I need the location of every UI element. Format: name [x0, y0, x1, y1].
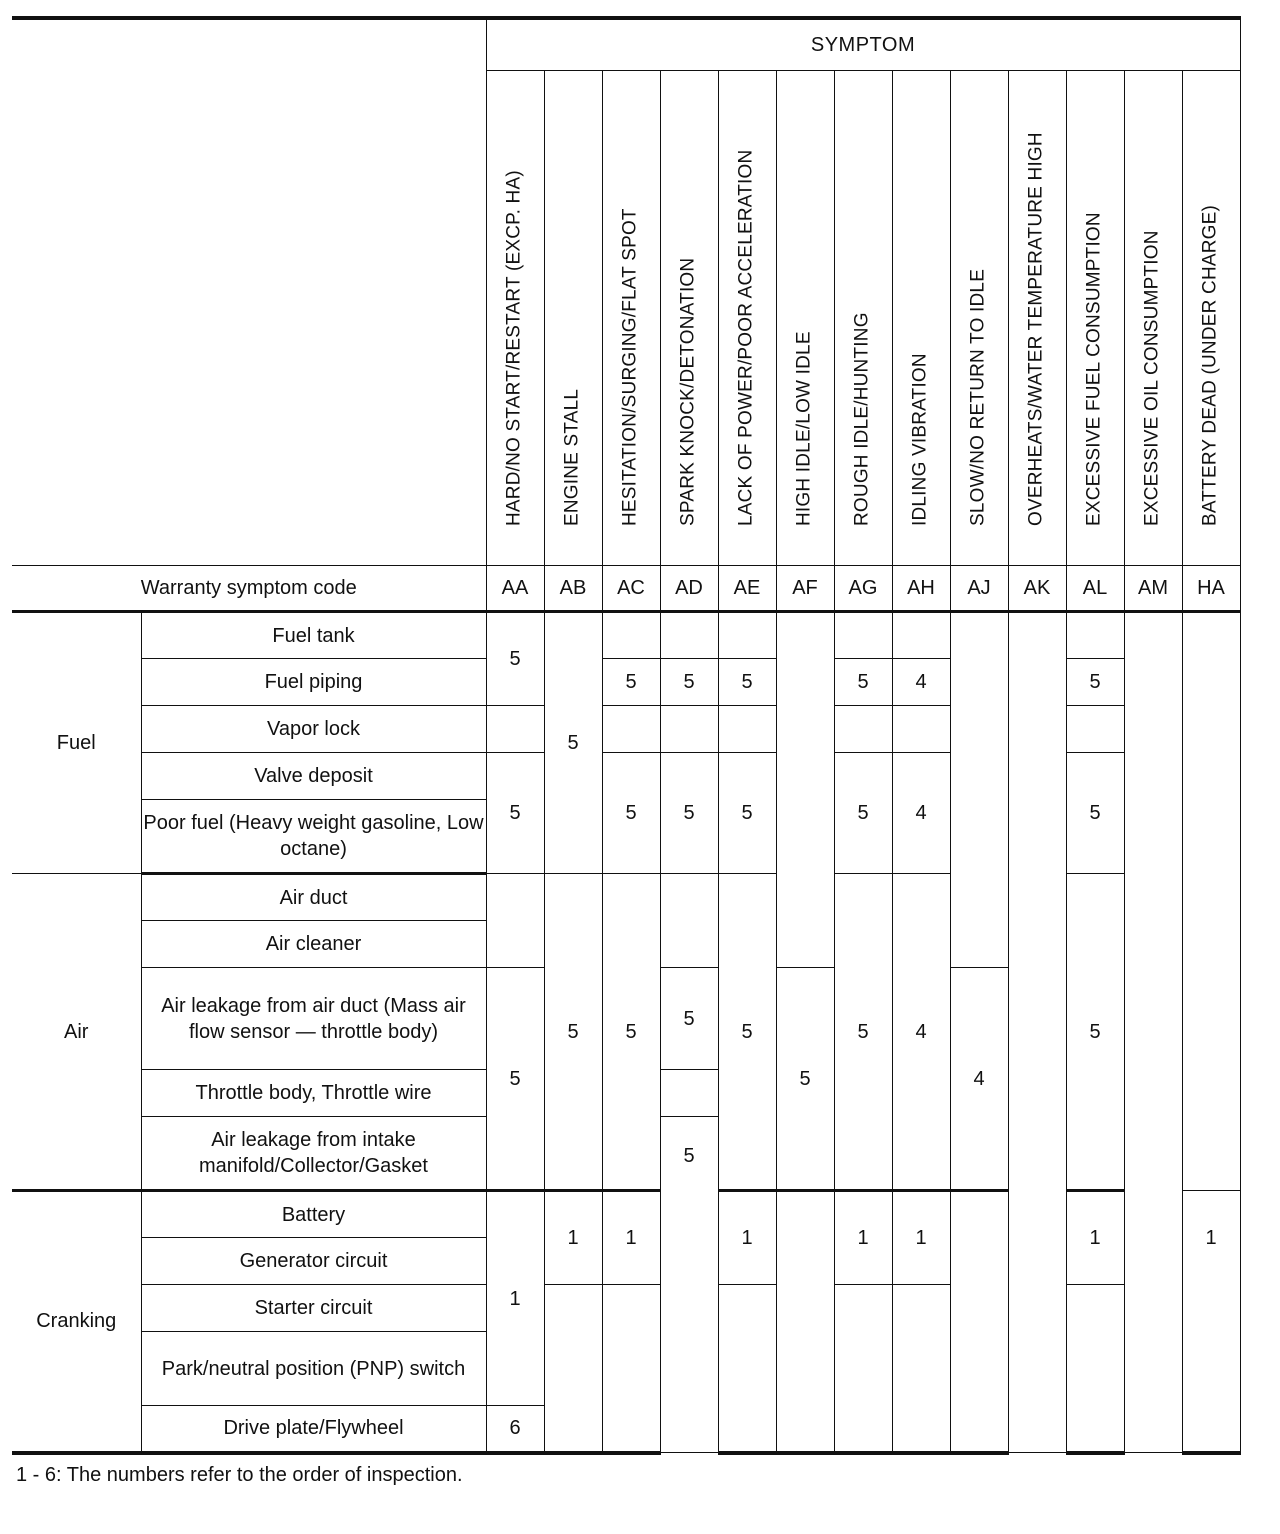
symptom-label: HIGH IDLE/LOW IDLE [793, 331, 815, 527]
cell-value: 5 [1066, 753, 1124, 874]
item-generator: Generator circuit [141, 1238, 486, 1285]
cell-value: 5 [486, 753, 544, 874]
cell-empty [660, 874, 718, 968]
item-fuel-piping: Fuel piping [141, 659, 486, 706]
cell-value: 5 [602, 874, 660, 1191]
symptom-col-am [1124, 71, 1182, 566]
cell-empty [892, 1285, 950, 1453]
cell-value: 5 [544, 874, 602, 1191]
item-valve-deposit: Valve deposit [141, 753, 486, 800]
cell-value: 1 [834, 1191, 892, 1285]
symptom-label: SLOW/NO RETURN TO IDLE [967, 269, 989, 527]
symptom-col-ad [660, 71, 718, 566]
cell-value: 5 [1066, 659, 1124, 706]
cell-empty [892, 706, 950, 753]
symptom-label: HESITATION/SURGING/FLAT SPOT [619, 208, 641, 527]
cell-empty [834, 706, 892, 753]
cell-empty [1008, 612, 1066, 1453]
cell-empty [486, 874, 544, 968]
item-air-cleaner: Air cleaner [141, 921, 486, 968]
footnote: 1 - 6: The numbers refer to the order of inspection. [16, 1464, 463, 1486]
cell-value: 4 [892, 874, 950, 1191]
symptom-label: OVERHEATS/WATER TEMPERATURE HIGH [1025, 132, 1047, 527]
symptom-label: IDLING VIBRATION [909, 353, 931, 527]
cell-value: 5 [776, 968, 834, 1191]
item-battery: Battery [141, 1191, 486, 1238]
item-pnp-switch: Park/neutral position (PNP) switch [141, 1332, 486, 1406]
cell-empty [834, 612, 892, 659]
cell-empty [950, 612, 1008, 968]
cell-value: 5 [834, 659, 892, 706]
symptom-matrix-table [12, 16, 1241, 1455]
symptom-label: SPARK KNOCK/DETONATION [677, 257, 699, 527]
cell-value: 4 [892, 659, 950, 706]
cell-value: 5 [660, 968, 718, 1070]
cell-value: 1 [486, 1191, 544, 1406]
code-am: AM [1124, 566, 1182, 612]
cell-value: 5 [718, 874, 776, 1191]
cell-empty [718, 706, 776, 753]
symptom-col-aj [950, 71, 1008, 566]
symptom-col-ak [1008, 71, 1066, 566]
cell-empty [660, 1070, 718, 1117]
cell-value: 5 [718, 659, 776, 706]
code-ak: AK [1008, 566, 1066, 612]
cell-value: 5 [660, 659, 718, 706]
code-ac: AC [602, 566, 660, 612]
code-aa: AA [486, 566, 544, 612]
cell-empty [834, 1285, 892, 1453]
code-af: AF [776, 566, 834, 612]
cell-empty [602, 706, 660, 753]
symptom-col-ab [544, 71, 602, 566]
cell-empty [486, 706, 544, 753]
header-blank-corner [12, 18, 486, 566]
category-cranking: Cranking [12, 1191, 141, 1453]
cell-value: 5 [660, 753, 718, 874]
code-ab: AB [544, 566, 602, 612]
cell-value: 1 [892, 1191, 950, 1285]
item-air-leak-duct: Air leakage from air duct (Mass air flow sensor — throttle body) [141, 968, 486, 1070]
warranty-code-label: Warranty symptom code [12, 566, 486, 612]
item-throttle: Throttle body, Throttle wire [141, 1070, 486, 1117]
symptom-col-al [1066, 71, 1124, 566]
symptom-label: EXCESSIVE OIL CONSUMPTION [1141, 230, 1163, 527]
cell-empty [1066, 612, 1124, 659]
symptom-col-ah [892, 71, 950, 566]
cell-empty [718, 612, 776, 659]
cell-value: 1 [1066, 1191, 1124, 1285]
symptom-col-ha [1182, 71, 1240, 566]
cell-empty [892, 612, 950, 659]
cell-value: 1 [602, 1191, 660, 1285]
cell-empty [1066, 706, 1124, 753]
item-poor-fuel: Poor fuel (Heavy weight gasoline, Low octane) [141, 800, 486, 874]
item-vapor-lock: Vapor lock [141, 706, 486, 753]
cell-value: 5 [718, 753, 776, 874]
cell-empty [1182, 612, 1240, 1191]
cell-empty [776, 612, 834, 968]
symptom-col-ae [718, 71, 776, 566]
cell-empty [776, 1191, 834, 1453]
symptom-label: ROUGH IDLE/HUNTING [851, 312, 873, 527]
cell-value: 6 [486, 1406, 544, 1453]
code-ad: AD [660, 566, 718, 612]
cell-empty [602, 1285, 660, 1453]
symptom-header: SYMPTOM [486, 18, 1240, 71]
cell-empty [718, 1285, 776, 1453]
code-aj: AJ [950, 566, 1008, 612]
symptom-label: LACK OF POWER/POOR ACCELERATION [735, 149, 757, 527]
cell-value: 1 [544, 1191, 602, 1285]
code-ha: HA [1182, 566, 1240, 612]
cell-value: 5 [602, 753, 660, 874]
cell-value: 1 [1182, 1191, 1240, 1453]
symptom-label: EXCESSIVE FUEL CONSUMPTION [1083, 212, 1105, 527]
code-ag: AG [834, 566, 892, 612]
cell-empty [602, 612, 660, 659]
cell-value: 5 [1066, 874, 1124, 1191]
code-ah: AH [892, 566, 950, 612]
cell-value: 5 [544, 612, 602, 874]
symptom-label: HARD/NO START/RESTART (EXCP. HA) [503, 170, 525, 527]
cell-value: 5 [834, 753, 892, 874]
cell-empty [1124, 612, 1182, 1453]
item-air-leak-manifold: Air leakage from intake manifold/Collector/Gasket [141, 1117, 486, 1191]
cell-empty [950, 1191, 1008, 1453]
cell-empty [1066, 1285, 1124, 1453]
category-fuel: Fuel [12, 612, 141, 874]
item-starter: Starter circuit [141, 1285, 486, 1332]
code-ae: AE [718, 566, 776, 612]
symptom-col-aa [486, 71, 544, 566]
symptom-col-ac [602, 71, 660, 566]
cell-value: 5 [660, 1117, 718, 1453]
cell-value: 5 [834, 874, 892, 1191]
symptom-label: BATTERY DEAD (UNDER CHARGE) [1199, 205, 1221, 527]
symptom-col-af [776, 71, 834, 566]
cell-value: 5 [486, 612, 544, 706]
item-air-duct: Air duct [141, 874, 486, 921]
symptom-label: ENGINE STALL [561, 389, 583, 527]
code-al: AL [1066, 566, 1124, 612]
cell-empty [544, 1285, 602, 1453]
cell-value: 1 [718, 1191, 776, 1285]
cell-empty [660, 612, 718, 659]
category-air: Air [12, 874, 141, 1191]
item-drive-plate: Drive plate/Flywheel [141, 1406, 486, 1453]
cell-value: 4 [892, 753, 950, 874]
cell-value: 5 [602, 659, 660, 706]
cell-value: 4 [950, 968, 1008, 1191]
cell-value: 5 [486, 968, 544, 1191]
symptom-col-ag [834, 71, 892, 566]
item-fuel-tank: Fuel tank [141, 612, 486, 659]
cell-empty [660, 706, 718, 753]
